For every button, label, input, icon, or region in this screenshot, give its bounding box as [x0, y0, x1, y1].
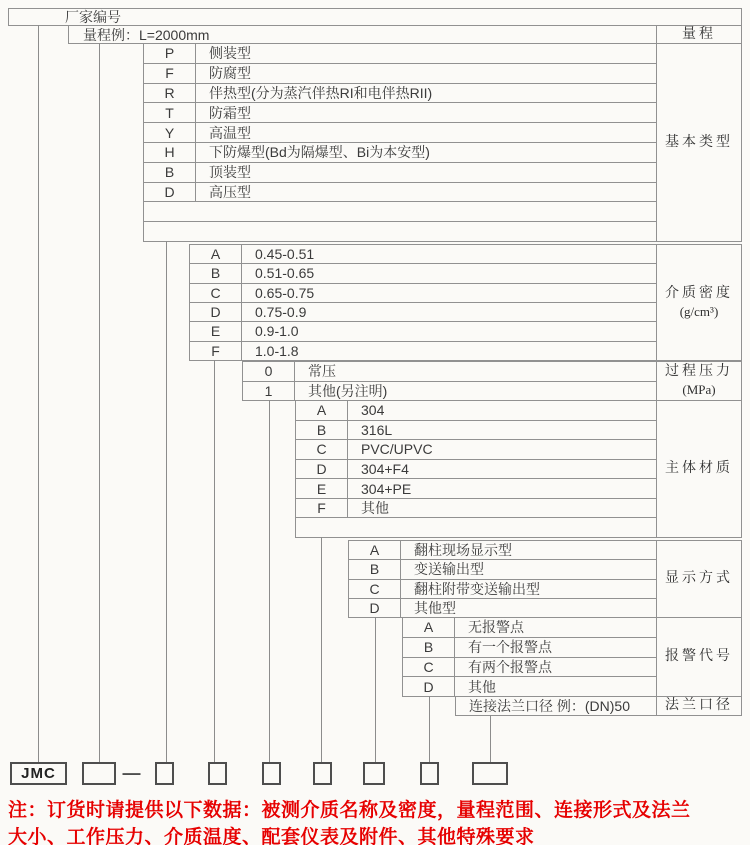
connector-line-alarm	[429, 696, 430, 762]
side-label-display-mode	[656, 540, 742, 618]
model-code-box-basic	[155, 762, 174, 785]
alarm-code-table	[402, 617, 657, 697]
side-label-pressure-text: 过程压力	[665, 364, 733, 379]
row-desc: 304+F4	[361, 461, 409, 478]
table-row	[403, 676, 656, 696]
model-prefix-box	[10, 762, 67, 785]
table-row	[190, 321, 656, 340]
table-row	[190, 245, 656, 263]
table-row-empty	[144, 221, 656, 241]
row-desc: PVC/UPVC	[361, 441, 433, 458]
pressure-table	[242, 361, 657, 401]
row-code: H	[144, 143, 196, 162]
row-desc: 0.65-0.75	[255, 284, 315, 301]
row-code: C	[296, 440, 348, 459]
table-row	[349, 598, 656, 617]
side-label-display-mode-text: 显示方式	[665, 571, 733, 586]
row-desc: 顶装型	[209, 164, 251, 181]
row-code: E	[296, 479, 348, 498]
row-code: F	[296, 499, 348, 518]
row-desc: 侧装型	[209, 45, 251, 62]
table-row	[144, 122, 656, 142]
row-desc: 0.75-0.9	[255, 304, 307, 321]
row-code: A	[403, 618, 455, 637]
model-code-box-range	[82, 762, 116, 785]
row-code: B	[296, 421, 348, 440]
side-label-material	[656, 400, 742, 538]
side-label-range	[656, 25, 742, 44]
model-dash-separator	[119, 762, 144, 785]
basic-type-table	[143, 43, 657, 242]
model-code-box-flange	[472, 762, 508, 785]
table-row	[243, 381, 656, 401]
side-label-material-text: 主体材质	[665, 461, 733, 476]
connector-line-range	[99, 43, 100, 762]
row-desc: 其他	[468, 678, 496, 695]
row-code: D	[144, 183, 196, 202]
table-row	[190, 263, 656, 282]
row-code: A	[349, 541, 401, 559]
range-row	[68, 25, 657, 44]
table-row	[190, 283, 656, 302]
table-row	[349, 559, 656, 578]
row-desc: 有一个报警点	[468, 639, 552, 656]
table-row	[144, 63, 656, 83]
table-row	[243, 362, 656, 381]
model-code-box-pressure	[262, 762, 281, 785]
row-code: T	[144, 103, 196, 122]
table-row	[144, 83, 656, 103]
model-code-box-alarm	[420, 762, 439, 785]
table-row	[296, 439, 656, 459]
table-row	[144, 44, 656, 63]
row-code: P	[144, 44, 196, 63]
side-label-flange	[656, 696, 742, 716]
table-row	[403, 657, 656, 677]
row-desc: 其他(另注明)	[308, 382, 388, 399]
row-desc: 其他型	[414, 599, 456, 616]
row-code: C	[190, 284, 242, 302]
row-desc: 有两个报警点	[468, 658, 552, 675]
order-note	[8, 797, 748, 845]
row-code: C	[349, 580, 401, 598]
row-desc: 0.9-1.0	[255, 323, 299, 340]
row-desc: 翻柱现场显示型	[414, 542, 512, 559]
side-label-density	[656, 244, 742, 361]
row-desc: 变送输出型	[414, 561, 484, 578]
side-label-basic-type	[656, 43, 742, 242]
table-row	[144, 142, 656, 162]
table-row	[296, 498, 656, 518]
row-desc: 316L	[361, 421, 393, 438]
model-prefix-text: JMC	[21, 765, 56, 782]
side-label-basic-type-text: 基本类型	[665, 134, 733, 150]
table-row-empty	[144, 201, 656, 221]
range-example-label: 量程例：L=2000mm	[83, 26, 210, 43]
table-row	[349, 579, 656, 598]
row-desc: 304	[361, 402, 385, 419]
model-code-box-material	[313, 762, 332, 785]
table-row	[190, 302, 656, 321]
row-code: E	[190, 322, 242, 340]
row-desc: 常压	[308, 363, 336, 380]
factory-code-row	[8, 8, 742, 26]
table-row	[144, 102, 656, 122]
row-desc: 304+PE	[361, 480, 412, 497]
connector-line-density	[214, 360, 215, 762]
flange-row	[455, 696, 657, 716]
row-desc: 0.45-0.51	[255, 246, 315, 263]
model-dash-text: —	[122, 763, 141, 783]
connector-line-factory	[38, 25, 39, 762]
side-label-pressure	[656, 361, 742, 401]
row-code: D	[349, 599, 401, 617]
table-row	[349, 541, 656, 559]
row-code: A	[296, 401, 348, 420]
row-desc: 1.0-1.8	[255, 342, 299, 359]
connector-line-material	[321, 537, 322, 762]
row-desc: 翻柱附带变送输出型	[414, 580, 540, 597]
table-row	[296, 478, 656, 498]
row-desc: 高温型	[209, 124, 251, 141]
side-label-alarm-code	[656, 617, 742, 697]
table-row	[144, 162, 656, 182]
side-label-flange-text: 法兰口径	[665, 698, 733, 713]
row-code: 0	[243, 362, 295, 381]
table-row	[190, 341, 656, 360]
flange-desc: 连接法兰口径 例：(DN)50	[469, 698, 631, 714]
density-table	[189, 244, 657, 361]
row-code: D	[403, 677, 455, 696]
row-code: R	[144, 84, 196, 103]
side-label-density-unit: (g/cm³)	[679, 303, 719, 319]
row-code: F	[144, 64, 196, 83]
row-code: Y	[144, 123, 196, 142]
material-table	[295, 400, 657, 538]
connector-line-flange	[490, 715, 491, 762]
table-row	[403, 637, 656, 657]
row-code: D	[190, 303, 242, 321]
row-code: B	[190, 264, 242, 282]
row-desc: 其他	[361, 500, 389, 517]
row-desc: 0.51-0.65	[255, 265, 315, 282]
connector-line-pressure	[269, 400, 270, 762]
side-label-range-text: 量程	[682, 26, 716, 42]
row-code: B	[403, 638, 455, 657]
connector-line-basic	[166, 241, 167, 762]
display-mode-table	[348, 540, 657, 618]
row-desc: 下防爆型(Bd为隔爆型、Bi为本安型)	[209, 144, 430, 161]
table-row	[403, 618, 656, 637]
factory-code-label: 厂家编号	[65, 9, 121, 25]
side-label-density-text: 介质密度	[665, 285, 733, 301]
order-note-line2: 大小、工作压力、介质温度、配套仪表及附件、其他特殊要求	[8, 827, 535, 845]
row-code: B	[349, 560, 401, 578]
side-label-alarm-code-text: 报警代号	[665, 649, 733, 664]
row-code: F	[190, 342, 242, 360]
row-code: A	[190, 245, 242, 263]
table-row	[296, 420, 656, 440]
row-desc: 无报警点	[468, 619, 524, 636]
row-code: D	[296, 460, 348, 479]
order-note-line1: 注：订货时请提供以下数据：被测介质名称及密度，量程范围、连接形式及法兰	[8, 800, 691, 821]
model-code-box-density	[208, 762, 227, 785]
table-row	[296, 401, 656, 420]
row-code: 1	[243, 382, 295, 401]
row-desc: 高压型	[209, 183, 251, 200]
row-desc: 防霜型	[209, 104, 251, 121]
row-desc: 伴热型(分为蒸汽伴热RI和电伴热RII)	[209, 85, 433, 101]
model-code-box-display	[363, 762, 385, 785]
table-row-empty	[296, 517, 656, 537]
row-code: C	[403, 658, 455, 677]
row-code: B	[144, 163, 196, 182]
row-desc: 防腐型	[209, 65, 251, 82]
table-row	[296, 459, 656, 479]
connector-line-display	[375, 617, 376, 762]
table-row	[144, 182, 656, 202]
side-label-pressure-unit: (MPa)	[682, 382, 716, 397]
